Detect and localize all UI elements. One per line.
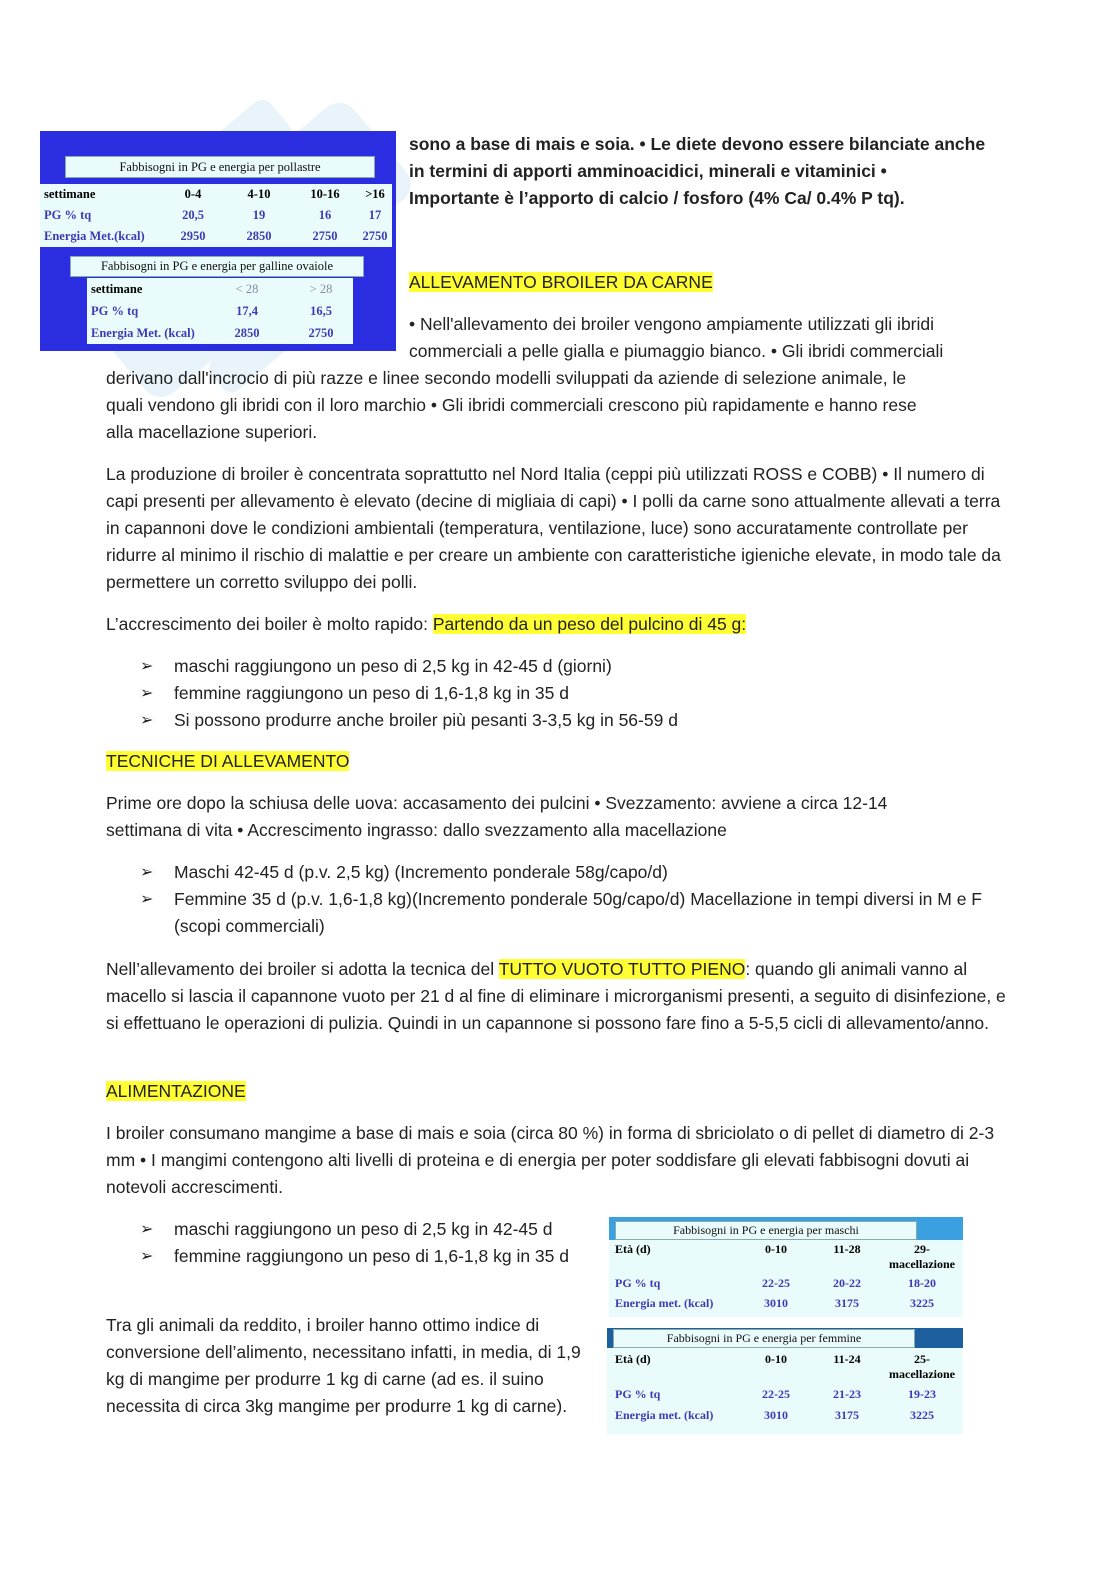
bullet-text: maschi raggiungono un peso di 2,5 kg in 42-45 d (174, 1219, 553, 1239)
section1-p1-line5: alla macellazione superiori. (106, 422, 318, 442)
list-item (106, 653, 1006, 680)
intro-line-1: sono a base di mais e soia. • Le diete devono essere bilanciate anche (409, 134, 986, 154)
table-cell: 3010 (764, 1296, 788, 1310)
table-ovaiole-title: Fabbisogni in PG e energia per galline ovaiole (70, 256, 364, 277)
row-label: PG % tq (91, 304, 139, 318)
section1-p1-line3: derivano dall'incrocio di più razze e linee secondo modelli sviluppati da aziende di selezione animale, le (106, 368, 907, 388)
table-pollastre-ovaiole-image (40, 131, 396, 351)
intro-line-2: in termini di apporti amminoacidici, minerali e vitaminici • (409, 161, 887, 181)
section1-p2: La produzione di broiler è concentrata soprattutto nel Nord Italia (ceppi più utilizzati ROSS e COBB) • Il numero di capi presenti per allevamento è elevato (decine di migliaia di capi) • I polli da carne sono attualmente allevati a terra in capannoni dove le condizioni ambientali (temperatura, ventilazione, luce) sono accuratamente controllate per ridurre al minimo il rischio di malattie e per creare un ambiente con caratteristiche igieniche elevate, in modo tale da permettere un corretto sviluppo dei polli. (106, 464, 1001, 592)
table-cell: 20-22 (833, 1276, 861, 1290)
table-row (611, 1406, 961, 1424)
table-header: 10-16 (310, 187, 340, 201)
table-header: settimane (91, 282, 143, 296)
table-cell: 3175 (835, 1296, 859, 1310)
bullet-text: Maschi 42-45 d (p.v. 2,5 kg) (Incremento ponderale 58g/capo/d) (174, 862, 668, 882)
table-cell: 20,5 (182, 208, 204, 222)
section-heading-tecniche (106, 748, 349, 775)
table-cell: 22-25 (762, 1276, 790, 1290)
text: : quando gli animali vanno al macello si lascia il capannone vuoto per 21 d al fine di eliminare i microrganismi presenti, a seguito di disinfezione, e si effettuano le operazioni di pulizia. Quindi in un capannone si possono fare fino a 5-5,5 cicli di allevamento/anno. (106, 959, 1006, 1033)
heading-text: ALLEVAMENTO BROILER DA CARNE (409, 272, 713, 292)
row-label: PG % tq (44, 208, 92, 222)
list-item (106, 1243, 596, 1270)
table-cell: 2850 (234, 326, 260, 340)
row-label: Energia met. (kcal) (615, 1296, 714, 1310)
table-row (40, 226, 392, 247)
arrow-bullet-icon: ➢ (140, 1248, 154, 1265)
table-cell: 17,4 (236, 304, 258, 318)
table-maschi-image (609, 1217, 963, 1317)
table-femmine (611, 1352, 961, 1424)
heading-text: ALIMENTAZIONE (106, 1081, 246, 1101)
table-cell: 2750 (312, 229, 338, 243)
list-item (106, 707, 1006, 734)
text: L’accrescimento dei boiler è molto rapido: (106, 614, 433, 634)
section-heading-allevamento-broiler (409, 269, 713, 296)
table-femmine-image (607, 1328, 963, 1434)
table-cell: 16,5 (310, 304, 332, 318)
table-header: 25- macellazione (889, 1352, 955, 1381)
bullet-text: maschi raggiungono un peso di 2,5 kg in 42-45 d (giorni) (174, 656, 612, 676)
table-header: 0-10 (765, 1352, 787, 1366)
table-maschi-title: Fabbisogni in PG e energia per maschi (615, 1221, 917, 1240)
table-header: Età (d) (615, 1242, 651, 1256)
table-cell: 16 (318, 208, 332, 222)
section1-p1-line2: commerciali a pelle gialla e piumaggio bianco. • Gli ibridi commerciali (409, 341, 944, 361)
table-header: < 28 (235, 282, 259, 296)
table-cell: 19-23 (908, 1387, 936, 1401)
table-header: >16 (365, 187, 385, 201)
bullet-text: femmine raggiungono un peso di 1,6-1,8 kg in 35 d (174, 683, 569, 703)
section1-p1-line1: • Nell'allevamento dei broiler vengono ampiamente utilizzati gli ibridi (409, 314, 935, 334)
table-cell: 3175 (835, 1408, 859, 1422)
section3-p2: Tra gli animali da reddito, i broiler hanno ottimo indice di conversione dell’alimento, necessitano infatti, in media, di 1,9 kg di mangime per produrre 1 kg di carne (ad es. il suino necessita di circa 3kg mangime per produrre 1 kg di carne). (106, 1315, 581, 1416)
table-header: 11-24 (833, 1352, 861, 1366)
table-row (87, 322, 353, 344)
bullet-text: Femmine 35 d (p.v. 1,6-1,8 kg)(Incremento ponderale 50g/capo/d) Macellazione in tempi diversi in M e F (scopi commerciali) (174, 889, 982, 936)
table-cell: 21-23 (833, 1387, 861, 1401)
row-label: PG % tq (615, 1387, 661, 1401)
section3-bullets (106, 1216, 596, 1270)
table-cell: 3225 (910, 1296, 934, 1310)
table-femmine-title: Fabbisogni in PG e energia per femmine (613, 1329, 915, 1348)
table-header: 4-10 (247, 187, 271, 201)
table-cell: 2850 (246, 229, 272, 243)
list-item (106, 1216, 596, 1243)
table-cell: 19 (252, 208, 266, 222)
table-header: 0-4 (184, 187, 202, 201)
table-header: Età (d) (615, 1352, 651, 1366)
section1-bullets (106, 653, 1006, 734)
table-cell: 2750 (308, 326, 334, 340)
table-cell: 2750 (362, 229, 388, 243)
highlighted-text: TUTTO VUOTO TUTTO PIENO (498, 959, 746, 979)
section-heading-alimentazione (106, 1078, 246, 1105)
table-header: 11-28 (833, 1242, 861, 1256)
table-cell: 2950 (180, 229, 206, 243)
table-row (611, 1294, 961, 1312)
table-cell: 3225 (910, 1408, 934, 1422)
section2-p2 (106, 956, 1011, 1037)
heading-text: TECNICHE DI ALLEVAMENTO (106, 751, 350, 771)
row-label: PG % tq (615, 1276, 661, 1290)
arrow-bullet-icon: ➢ (140, 685, 154, 702)
table-row (87, 300, 353, 322)
table-cell: 18-20 (908, 1276, 936, 1290)
table-pollastre-title: Fabbisogni in PG e energia per pollastre (65, 156, 375, 178)
table-cell: 17 (368, 208, 382, 222)
arrow-bullet-icon: ➢ (140, 891, 154, 908)
intro-line-3: Importante è l’apporto di calcio / fosforo (4% Ca/ 0.4% P tq). (409, 188, 905, 208)
section2-bullets (106, 859, 1006, 940)
table-header: 0-10 (765, 1242, 787, 1256)
table-cell: 22-25 (762, 1387, 790, 1401)
bullet-text: femmine raggiungono un peso di 1,6-1,8 kg in 35 d (174, 1246, 569, 1266)
row-label: Energia Met. (kcal) (91, 326, 195, 340)
section2-p1: Prime ore dopo la schiusa delle uova: accasamento dei pulcini • Svezzamento: avviene a circa 12-14 settimana di vita • Accrescimento ingrasso: dallo svezzamento alla macellazione (106, 793, 888, 840)
table-ovaiole (87, 278, 353, 344)
table-row (40, 205, 392, 226)
text: Nell’allevamento dei broiler si adotta la tecnica del (106, 959, 499, 979)
list-item (106, 886, 1006, 940)
arrow-bullet-icon: ➢ (140, 864, 154, 881)
list-item (106, 680, 1006, 707)
row-label: Energia met. (kcal) (615, 1408, 714, 1422)
table-row (611, 1382, 961, 1406)
list-item (106, 859, 1006, 886)
section1-p1-line4: quali vendono gli ibridi con il loro marchio • Gli ibridi commerciali crescono più rapidamente e hanno rese (106, 395, 917, 415)
table-pollastre (40, 184, 392, 247)
table-header: > 28 (309, 282, 333, 296)
section3-p1: I broiler consumano mangime a base di mais e soia (circa 80 %) in forma di sbriciolato o di pellet di diametro di 2-3 mm • I mangimi contengono alti livelli di proteina e di energia per poter soddisfare gli elevati fabbisogni dovuti ai notevoli accrescimenti. (106, 1123, 995, 1197)
table-header: 29- macellazione (889, 1242, 955, 1271)
row-label: Energia Met.(kcal) (44, 229, 145, 243)
arrow-bullet-icon: ➢ (140, 1221, 154, 1238)
table-maschi (611, 1242, 961, 1312)
bullet-text: Si possono produrre anche broiler più pesanti 3-3,5 kg in 56-59 d (174, 710, 678, 730)
table-cell: 3010 (764, 1408, 788, 1422)
arrow-bullet-icon: ➢ (140, 658, 154, 675)
table-header: settimane (44, 187, 96, 201)
table-row (611, 1272, 961, 1294)
arrow-bullet-icon: ➢ (140, 712, 154, 729)
highlighted-text: Partendo da un peso del pulcino di 45 g: (432, 614, 747, 634)
section1-p3 (106, 611, 1006, 638)
